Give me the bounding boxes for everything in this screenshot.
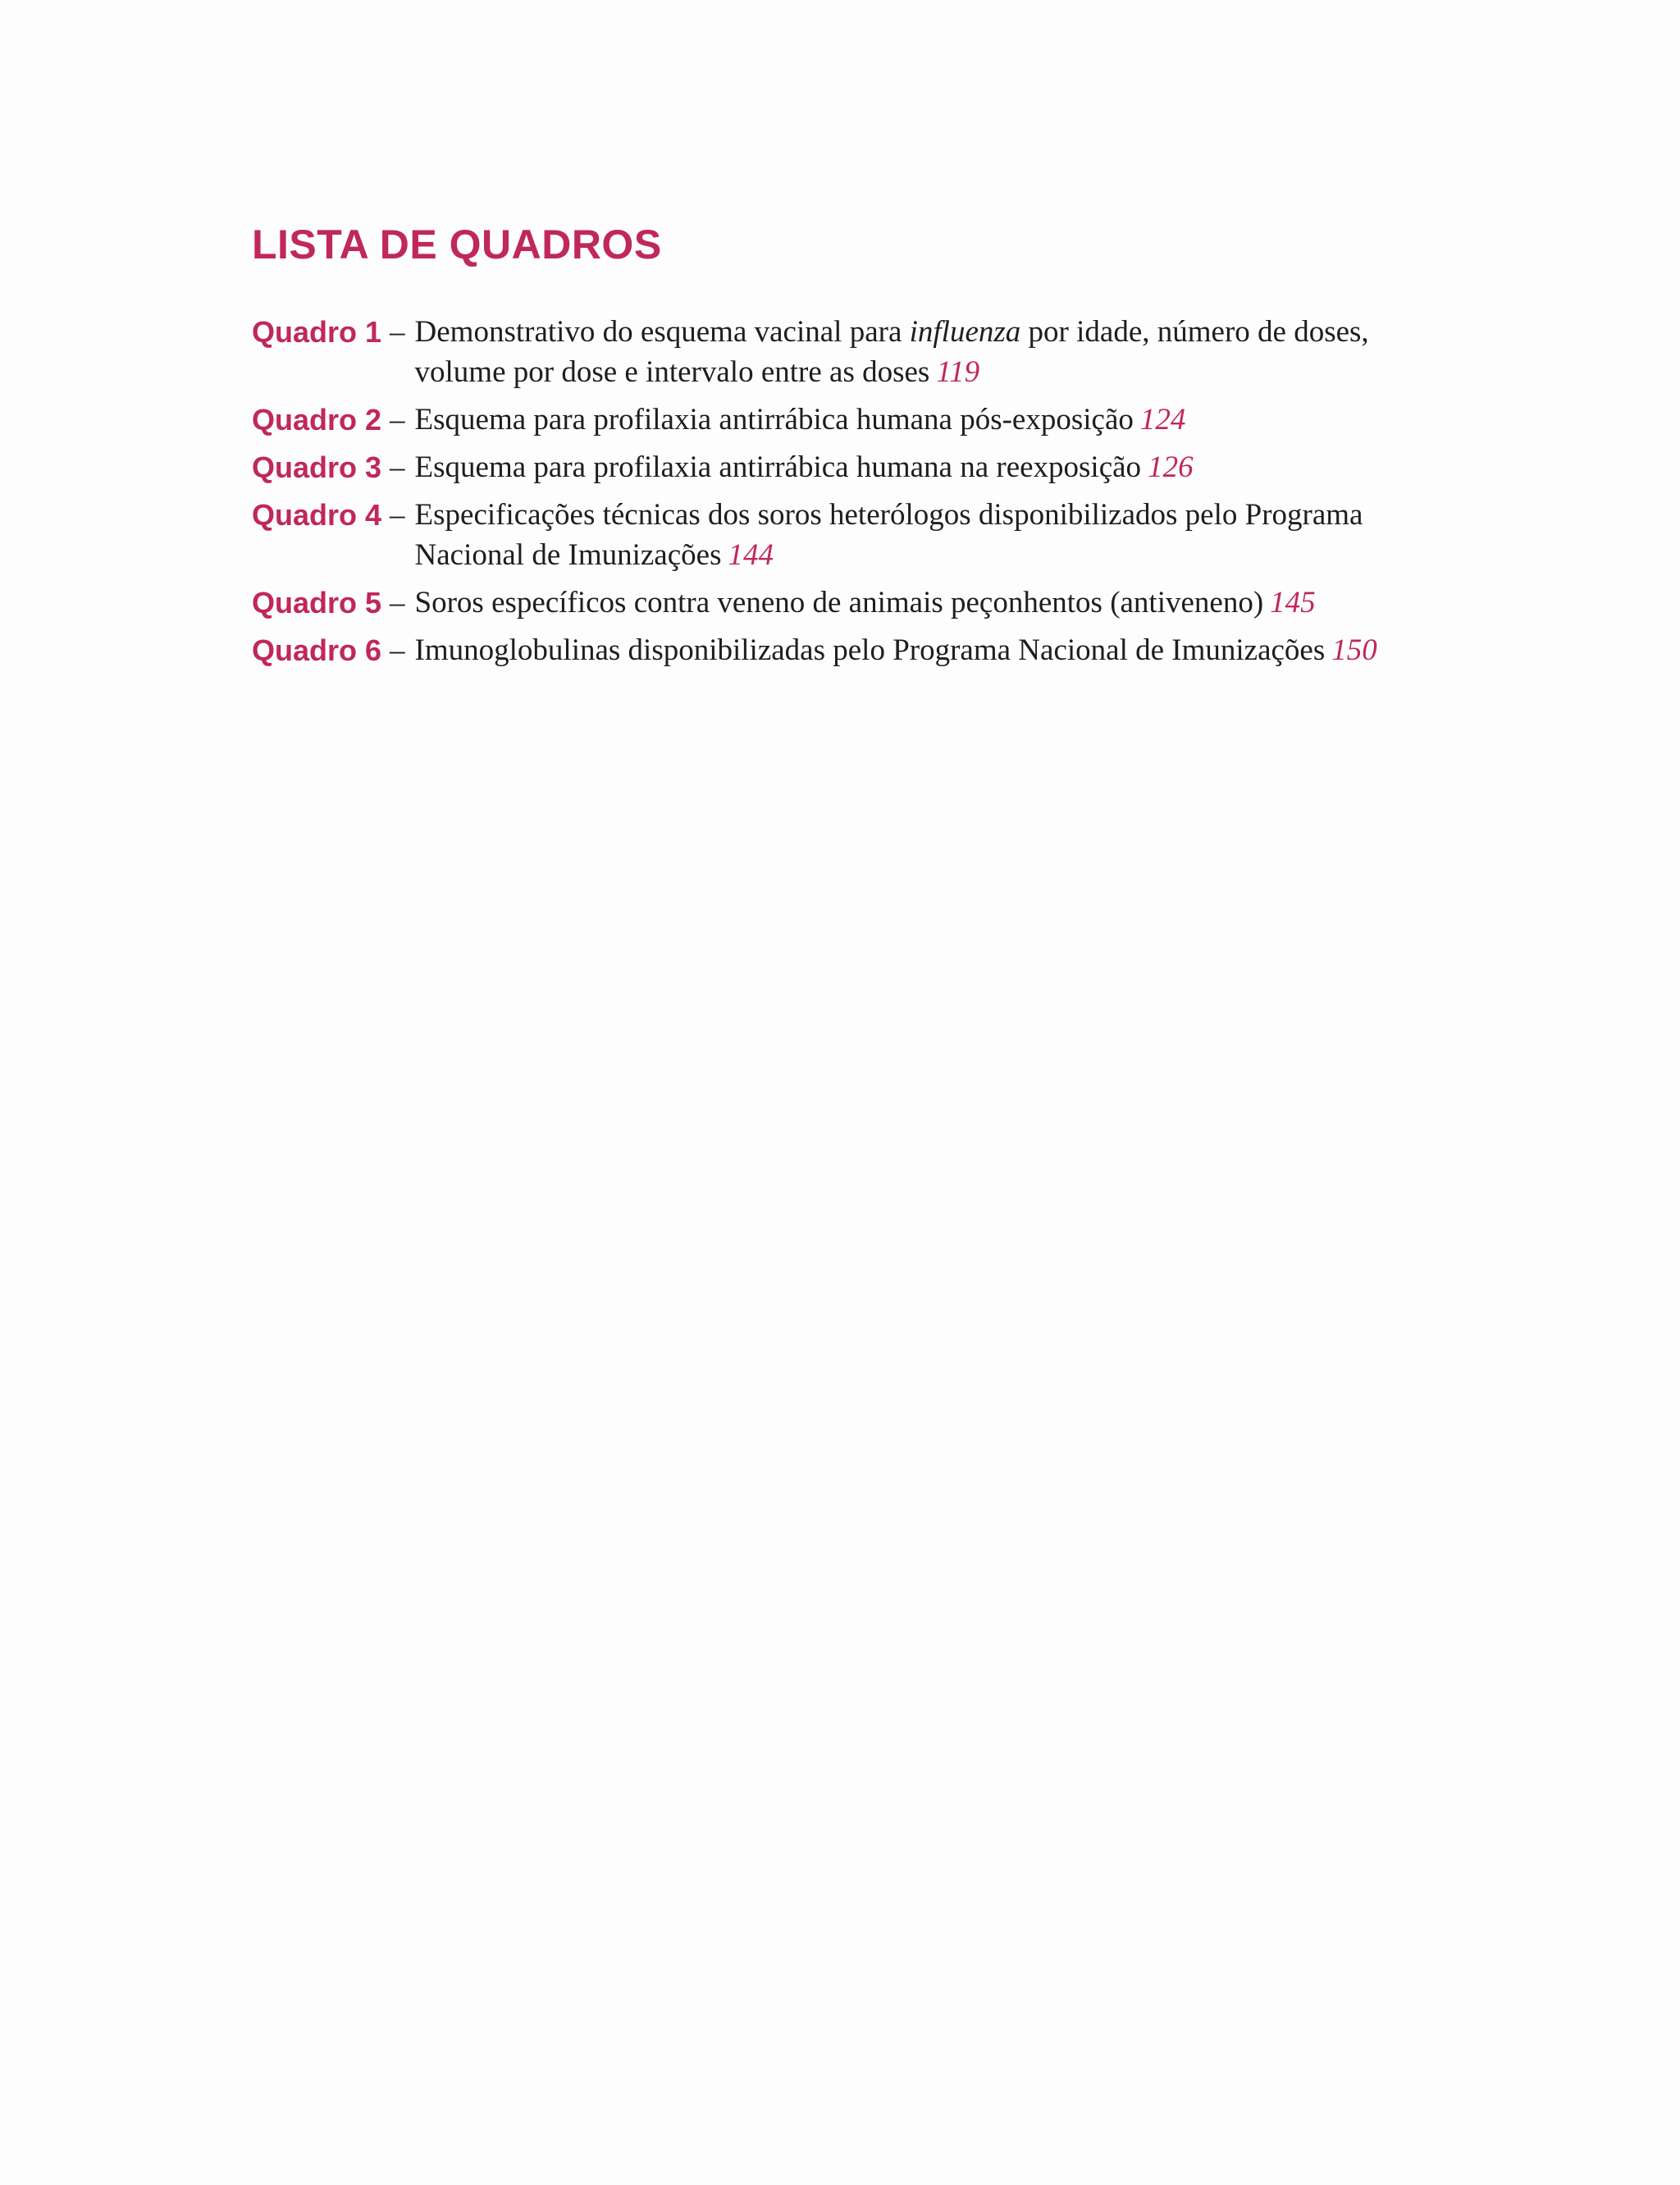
list-item-quadro-5	[252, 583, 1482, 623]
page-number-link[interactable]: 150	[1331, 633, 1377, 667]
description-text: Demonstrativo do esquema vacinal para	[414, 315, 910, 349]
list-item-quadro-4	[252, 495, 1482, 575]
description-text: Especificações técnicas dos soros heterólogos disponibilizados pelo Programa Nacional de Imunizações	[414, 498, 1363, 572]
quadros-list	[252, 312, 1482, 678]
quadro-description	[415, 400, 1449, 440]
description-text: Soros específicos contra veneno de animais peçonhentos (antiveneno)	[414, 586, 1264, 619]
page-number-link[interactable]: 119	[936, 355, 980, 389]
quadro-description	[415, 312, 1449, 392]
page-number-link[interactable]: 144	[728, 538, 774, 572]
quadro-label: Quadro 3	[252, 450, 382, 484]
quadro-label: Quadro 2	[252, 403, 382, 437]
quadro-description	[415, 583, 1449, 623]
description-text: Esquema para profilaxia antirrábica humana pós-exposição	[414, 403, 1134, 437]
list-item-quadro-3	[252, 447, 1482, 487]
quadro-label: Quadro 5	[252, 586, 382, 619]
quadro-description	[415, 495, 1449, 575]
page-title: LISTA DE QUADROS	[252, 222, 662, 267]
description-text: Esquema para profilaxia antirrábica humana na reexposição	[414, 450, 1142, 484]
quadro-label: Quadro 6	[252, 633, 382, 667]
dash-separator: –	[390, 315, 405, 349]
list-item-quadro-1	[252, 312, 1482, 392]
description-text: Imunoglobulinas disponibilizadas pelo Programa Nacional de Imunizações	[414, 633, 1326, 667]
dash-separator: –	[390, 450, 405, 484]
quadro-label: Quadro 4	[252, 498, 382, 532]
dash-separator: –	[390, 498, 405, 532]
page-number-link[interactable]: 124	[1139, 403, 1186, 437]
quadro-label: Quadro 1	[252, 315, 382, 349]
dash-separator: –	[390, 586, 405, 619]
page-number-link[interactable]: 145	[1270, 586, 1316, 619]
quadro-description	[415, 630, 1449, 670]
list-item-quadro-6	[252, 630, 1482, 670]
dash-separator: –	[390, 633, 405, 667]
dash-separator: –	[390, 403, 405, 437]
description-italic: influenza	[909, 315, 1021, 349]
page-number-link[interactable]: 126	[1148, 450, 1194, 484]
list-item-quadro-2	[252, 400, 1482, 440]
description-text: por idade, número de doses, volume por dose e intervalo entre as doses	[414, 315, 1369, 389]
quadro-description	[415, 447, 1449, 487]
